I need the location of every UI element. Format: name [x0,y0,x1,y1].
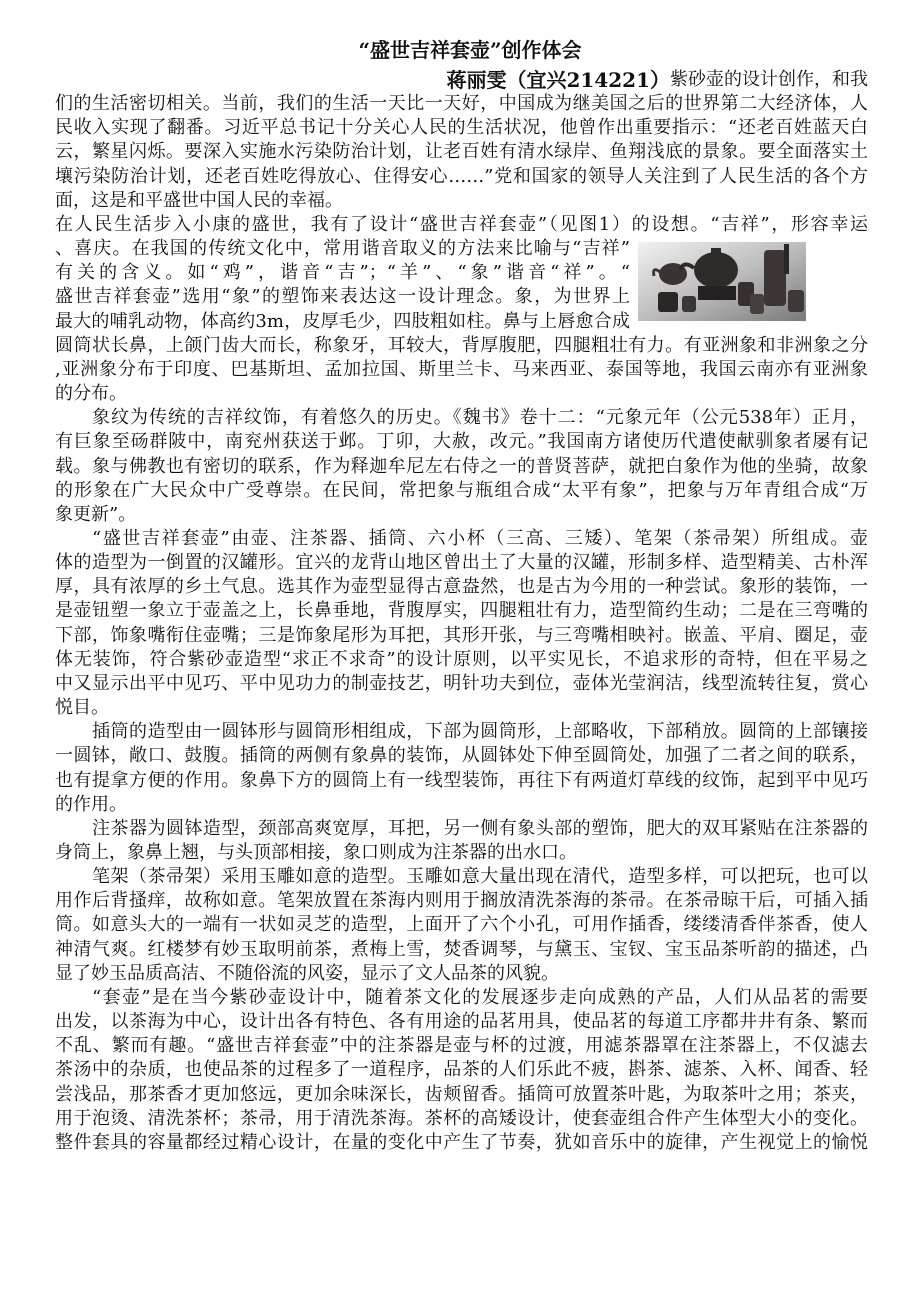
text-line: 显了妙玉品质高洁、不随俗流的风姿，显示了文人品茶的风貌。 [55,962,559,984]
text-line: ,亚洲象分布于印度、巴基斯坦、孟加拉国、斯里兰卡、马来西亚、泰国等地，我国云南亦有亚洲象 [55,358,868,380]
text-line: 注茶器为圆钵造型，颈部高爽宽厚，耳把，另一侧有象头部的塑饰，肥大的双耳紧贴在注茶器的 [92,817,868,839]
text-line: 体无装饰，符合紫砂壶造型“求正不求奇”的设计原则，以平实见长，不追求形的奇特，但在平易之 [55,648,868,670]
author-line-text: 紫砂壶的设计创作，和我 [670,69,868,90]
text-line: 的分布。 [55,383,127,405]
text-line: “盛世吉祥套壶”由壶、注茶器、插筒、六小杯（三高、三矮）、笔架（茶帚架）所组成。壶 [92,527,868,549]
text-line: 身筒上，象鼻上翘，与头顶部相接，象口则成为注茶器的出水口。 [55,842,577,863]
text-line: 的作用。 [55,793,127,815]
text-line: 圆筒状长鼻，上颌门齿大而长，称象牙，耳较大，背厚腹肥，四腿粗壮有力。有亚洲象和非洲象之分 [55,334,868,356]
text-line: 用于泡烫、清洗茶杯；茶帚，用于清洗茶海。茶杯的高矮设计，使套壶组合件产生体型大小的变化。 [55,1107,868,1129]
text-line: 壤污染防治计划，还老百姓吃得放心、住得安心……”党和国家的领导人关注到了人民生活的各个方 [55,165,868,187]
text-line: 茶汤中的杂质，也使品茶的过程多了一道程序，品茶的人们乐此不疲，斟茶、滤茶、入杯、闻香、轻 [55,1059,868,1081]
text-line: “套壶”是在当今紫砂壶设计中，随着茶文化的发展逐步走向成熟的产品，人们从品茗的需要 [92,986,868,1008]
text-line: 是壶钮塑一象立于壶盖之上，长鼻垂地，背腹厚实，四腿粗壮有力，造型简约生动；二是在三弯嘴的 [55,600,868,622]
text-line: 、喜庆。在我国的传统文化中，常用谐音取义的方法来比喻与“吉祥” [55,238,630,260]
text-line: 在人民生活步入小康的盛世，我有了设计“盛世吉祥套壶”（见图1）的设想。“吉祥”，形容幸运 [55,213,868,235]
text-line: 出发，以茶海为中心，设计出各有特色、各有用途的品茗用具，使品茗的每道工序都井井有条、繁而 [55,1011,868,1033]
text-line: 插筒的造型由一圆钵形与圆筒形相组成，下部为圆筒形，上部略收，下部稍放。圆筒的上部镶接 [92,721,868,743]
author-line [55,68,868,92]
text-line: 体的造型为一倒置的汉罐形。宜兴的龙背山地区曾出土了大量的汉罐，形制多样、造型精美、古朴浑 [55,552,868,574]
text-line: 下部，饰象嘴衔住壶嘴；三是饰象尾形为耳把，其形开张，与三弯嘴相映衬。嵌盖、平肩、圈足，壶 [55,624,868,646]
text-line: 象更新”。 [55,503,137,525]
text-line: 厚，具有浓厚的乡土气息。选其作为壶型显得古意盎然，也是古为今用的一种尝试。象形的装饰，一 [55,576,868,598]
text-line: 整件套具的容量都经过精心设计，在量的变化中产生了节奏，犹如音乐中的旋律，产生视觉上的愉悦 [55,1131,868,1153]
text-line: 盛世吉祥套壶”选用“象”的塑饰来表达这一设计理念。象，为世界上 [55,286,630,308]
text-line: 云，繁星闪烁。要深入实施水污染防治计划，让老百姓有清水绿岸、鱼翔浅底的景象。要全面落实土 [55,141,868,163]
text-line: 有巨象至砀群陂中，南兖州获送于邺。丁卯，大赦，改元。”我国南方诸使历代遣使献驯象者屡有记 [55,431,868,453]
text-line: 面，这是和平盛世中国人民的幸福。 [55,189,343,211]
text-line: 们的生活密切相关。当前，我们的生活一天比一天好，中国成为继美国之后的世界第二大经济体，人 [55,93,868,115]
text-line: 最大的哺乳动物，体高约3m，皮厚毛少，四肢粗如柱。鼻与上唇愈合成 [55,310,630,332]
text-line: 笔架（茶帚架）采用玉雕如意的造型。玉雕如意大量出现在清代，造型多样，可以把玩，也可以 [92,866,868,888]
text-line: 中又显示出平中见巧、平中见功力的制壶技艺，明针功夫到位，壶体光莹润洁，线型流转往复，赏心 [55,672,868,694]
document-body [55,68,868,1155]
text-line: 筒。如意头大的一端有一状如灵芝的造型，上面开了六个小孔，可用作插香，缕缕清香伴茶香，使人 [55,914,868,936]
text-line: 有关的含义。如“鸡”，谐音“吉”；“羊”、“象”谐音“祥”。“ [55,262,630,284]
text-line: 的形象在广大民众中广受尊崇。在民间，常把象与瓶组合成“太平有象”，把象与万年青组合成“万 [55,479,868,501]
text-line: 一圆钵，敞口、鼓腹。插筒的两侧有象鼻的装饰，从圆钵处下伸至圆筒处，加强了二者之间的联系， [55,745,868,767]
text-line: 悦目。 [55,697,109,719]
text-line: 尝浅品，那茶香才更加悠远，更加余味深长，齿颊留香。插筒可放置茶叶匙，为取茶叶之用；茶夹， [55,1083,868,1105]
text-line: 不乱、繁而有趣。“盛世吉祥套壶”中的注茶器是壶与杯的过渡，用滤茶器罩在注茶器上，不仅滤去 [55,1035,868,1057]
text-line: 载。象与佛教也有密切的联系，作为释迦牟尼左右侍之一的普贤菩萨，就把白象作为他的坐骑，故象 [55,455,868,477]
document-title: “盛世吉祥套壶”创作体会 [358,38,582,62]
text-line: 神清气爽。红楼梦有妙玉取明前茶，煮梅上雪，焚香调琴，与黛玉、宝钗、宝玉品茶听韵的描述，凸 [55,938,868,960]
teapot-set-photo [638,242,806,321]
text-line: 用作后背搔痒，故称如意。笔架放置在茶海内则用于搁放清洗茶海的茶帚。在茶帚晾干后，可插入插 [55,890,868,912]
author-name: 蒋丽雯（宜兴214221） [446,68,670,92]
text-line: 象纹为传统的吉祥纹饰，有着悠久的历史。《魏书》卷十二：“元象元年（公元538年）正月， [92,407,868,429]
text-line: 也有提拿方便的作用。象鼻下方的圆筒上有一线型装饰，再往下有两道灯草线的纹饰，起到平中见巧 [55,769,868,791]
text-line: 民收入实现了翻番。习近平总书记十分关心人民的生活状况，他曾作出重要指示：“还老百姓蓝天白 [55,117,868,139]
